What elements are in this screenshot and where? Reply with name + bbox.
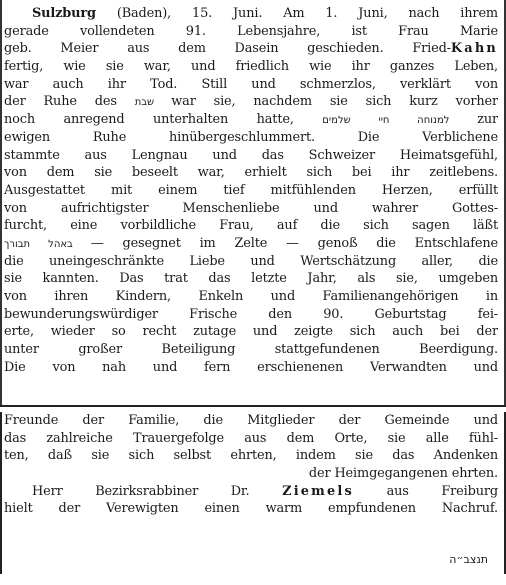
text-line: [4, 500, 498, 518]
text-line: [4, 182, 498, 200]
line-text: (Baden), 15. Juni. Am 1. Juni, nach ihrem: [95, 6, 498, 21]
line-text: Ausgestattet mit einem tief mitfühlenden Herzen, erfüllt: [4, 182, 498, 198]
line-text: hielt der Verewigten einen warm empfundenen Nachruf.: [4, 501, 498, 517]
text-line: [4, 447, 498, 465]
line-text: — gesegnet im Zelte — genoß die Entschlafene: [90, 235, 498, 251]
text-line: [4, 129, 498, 147]
text-line: [4, 76, 498, 94]
text-line: [4, 235, 498, 253]
line-text: aus Freiburg: [353, 483, 498, 499]
text-line: [4, 341, 498, 359]
line-text: gerade vollendeten 91. Lebensjahre, ist Frau Marie: [4, 23, 498, 39]
line-text: der Heimgegangenen ehrten.: [308, 466, 498, 482]
line-text: Herr Bezirksrabbiner Dr.: [32, 483, 283, 499]
line-text: von dem sie beseelt war, erhielt sich bei ihr zeitlebens.: [4, 165, 498, 181]
line-text: die uneingeschränkte Liebe und Wertschätzung aller, die: [4, 253, 498, 269]
text-line: [4, 93, 498, 111]
text-line: [4, 359, 498, 377]
line-text: bewunderungswürdiger Frische den 90. Geburtstag fei-: [4, 306, 498, 322]
line-text: noch anregend unterhalten hatte,: [4, 112, 323, 128]
hebrew-phrase: באהל תבורך: [4, 238, 91, 250]
text-line: [4, 40, 498, 58]
text-line: [4, 164, 498, 182]
text-line: [4, 200, 498, 218]
text-line: [4, 58, 498, 76]
spaced-name: Kahn: [450, 41, 498, 57]
line-text: erte, wieder so recht zutage und zeigte sich auch bei der: [4, 324, 498, 340]
text-line: [4, 306, 498, 324]
text-line: [4, 217, 498, 235]
line-text: ewigen Ruhe hinübergeschlummert. Die Verblichene: [4, 129, 498, 145]
border-left-top: [0, 0, 2, 405]
text-line: [4, 483, 498, 501]
text-line: [4, 430, 498, 448]
line-text: von ihren Kindern, Enkeln und Familienangehörigen in: [4, 289, 498, 304]
article-column-bottom: [4, 412, 498, 518]
column-divider-rule: [0, 405, 506, 407]
text-line: [4, 5, 498, 23]
line-text: Freunde der Familie, die Mitglieder der Gemeinde und: [4, 413, 498, 428]
hebrew-phrase: שבת: [134, 97, 172, 109]
text-line: [4, 323, 498, 341]
line-text: fertig, wie sie war, und friedlich wie ihr ganzes Leben,: [4, 59, 498, 75]
text-line: [4, 270, 498, 288]
line-text: stammte aus Lengnau und das Schweizer Heimatsgefühl,: [4, 147, 498, 163]
line-text: geb. Meier aus dem Dasein geschieden. Fried-: [4, 41, 451, 57]
text-line: [4, 23, 498, 41]
text-line: [4, 147, 498, 165]
line-text: sie kannten. Das trat das letzte Jahr, als sie, umgeben: [4, 271, 498, 287]
hebrew-phrase: למנוחה חיי שלמים: [322, 115, 478, 127]
line-text: ten, daß sie sich selbst ehrten, indem sie das Andenken: [4, 448, 498, 464]
hebrew-closing-abbreviation: תנצב״ה: [449, 553, 488, 566]
spaced-name: Ziemels: [282, 483, 354, 499]
line-text: war auch ihr Tod. Still und schmerzlos, verklärt von: [4, 76, 498, 92]
line-text: furcht, eine vorbildliche Frau, auf die sich sagen läßt: [4, 218, 498, 234]
place-name: Sulzburg: [32, 6, 96, 21]
line-text: der Ruhe des: [4, 94, 135, 110]
text-line: [4, 253, 498, 271]
text-line: [4, 111, 498, 129]
line-text: von aufrichtigster Menschenliebe und wahrer Gottes-: [4, 200, 498, 216]
article-column-top: [4, 5, 498, 376]
line-text: zur: [477, 112, 498, 128]
line-text: das zahlreiche Trauergefolge aus dem Orte, sie alle fühl-: [4, 430, 498, 446]
text-line: [4, 412, 498, 430]
line-text: war sie, nachdem sie sich kurz vorher: [171, 94, 498, 110]
line-text: unter großer Beteiligung stattgefundenen Beerdigung.: [4, 342, 498, 358]
line-text: Die von nah und fern erschienenen Verwandten und: [4, 359, 498, 375]
text-line: [4, 465, 498, 483]
border-left-bottom: [0, 412, 2, 574]
text-line: [4, 288, 498, 306]
